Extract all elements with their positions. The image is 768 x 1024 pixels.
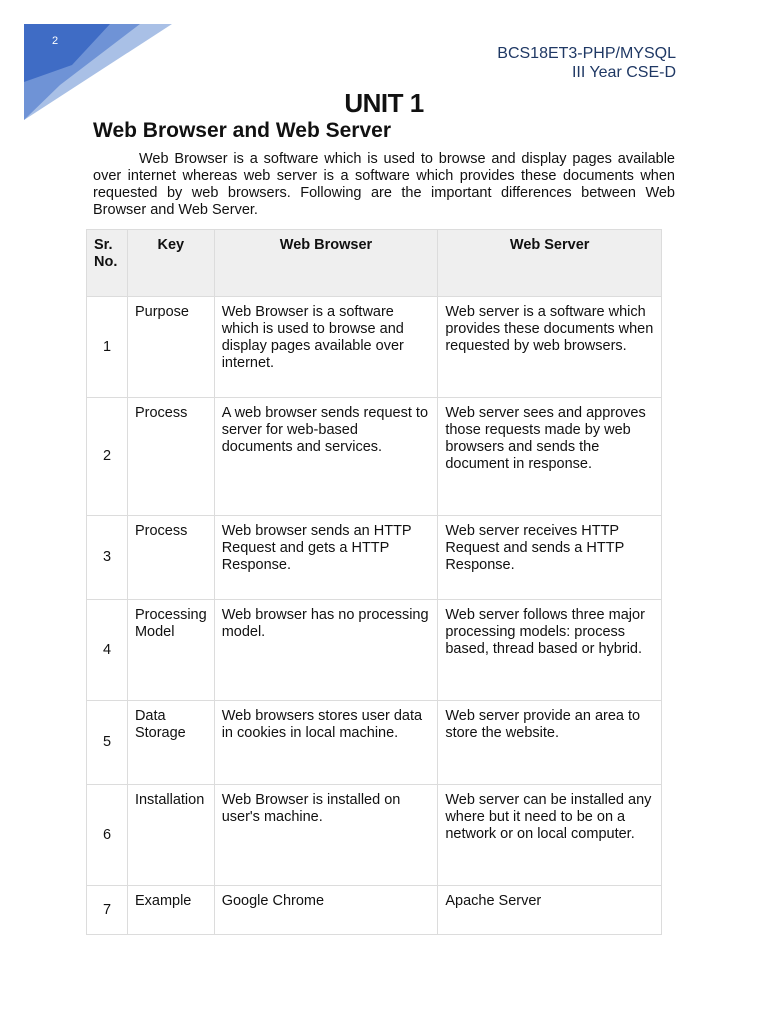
row-number: 1 [87, 297, 128, 398]
year-section: III Year CSE-D [571, 64, 676, 81]
row-key: Example [127, 886, 214, 935]
table-row [87, 701, 662, 785]
row-key: Installation [127, 785, 214, 886]
header-sr: Sr. No. [87, 230, 128, 297]
table-row [87, 785, 662, 886]
web-server-cell: Web server provide an area to store the website. [438, 701, 662, 785]
row-key: Processing Model [127, 600, 214, 701]
comparison-table [86, 229, 662, 935]
web-browser-cell: Web browsers stores user data in cookies in local machine. [214, 701, 438, 785]
web-browser-cell: Web Browser is installed on user's machine. [214, 785, 438, 886]
row-number: 2 [87, 398, 128, 516]
web-browser-cell: Web browser sends an HTTP Request and gets a HTTP Response. [214, 516, 438, 600]
web-browser-cell: Web browser has no processing model. [214, 600, 438, 701]
web-browser-cell: A web browser sends request to server for web-based documents and services. [214, 398, 438, 516]
header-web-server: Web Server [438, 230, 662, 297]
unit-heading: UNIT 1 [344, 88, 424, 118]
row-key: Data Storage [127, 701, 214, 785]
section-title: Web Browser and Web Server [93, 119, 391, 142]
table-row [87, 886, 662, 935]
web-server-cell: Apache Server [438, 886, 662, 935]
intro-paragraph: Web Browser is a software which is used to browse and display pages available over internet whereas web server is a software which provides these documents when requested by web browsers. Following are the important differences between Web Browser and Web Server. [93, 151, 675, 218]
table-row [87, 398, 662, 516]
web-browser-cell: Web Browser is a software which is used to browse and display pages available over internet. [214, 297, 438, 398]
table-row [87, 297, 662, 398]
header-web-browser: Web Browser [214, 230, 438, 297]
row-number: 4 [87, 600, 128, 701]
web-server-cell: Web server receives HTTP Request and sends a HTTP Response. [438, 516, 662, 600]
web-server-cell: Web server follows three major processing models: process based, thread based or hybrid. [438, 600, 662, 701]
table-header-row [87, 230, 662, 297]
row-number: 7 [87, 886, 128, 935]
header-key: Key [127, 230, 214, 297]
row-key: Purpose [127, 297, 214, 398]
course-code: BCS18ET3-PHP/MYSQL [497, 45, 676, 62]
web-server-cell: Web server sees and approves those requests made by web browsers and sends the document in response. [438, 398, 662, 516]
row-number: 3 [87, 516, 128, 600]
row-number: 5 [87, 701, 128, 785]
row-key: Process [127, 516, 214, 600]
row-number: 6 [87, 785, 128, 886]
table-row [87, 600, 662, 701]
web-server-cell: Web server is a software which provides these documents when requested by web browsers. [438, 297, 662, 398]
page-number: 2 [52, 35, 59, 47]
row-key: Process [127, 398, 214, 516]
table-row [87, 516, 662, 600]
web-server-cell: Web server can be installed any where but it need to be on a network or on local computer. [438, 785, 662, 886]
document-header [497, 44, 676, 82]
web-browser-cell: Google Chrome [214, 886, 438, 935]
